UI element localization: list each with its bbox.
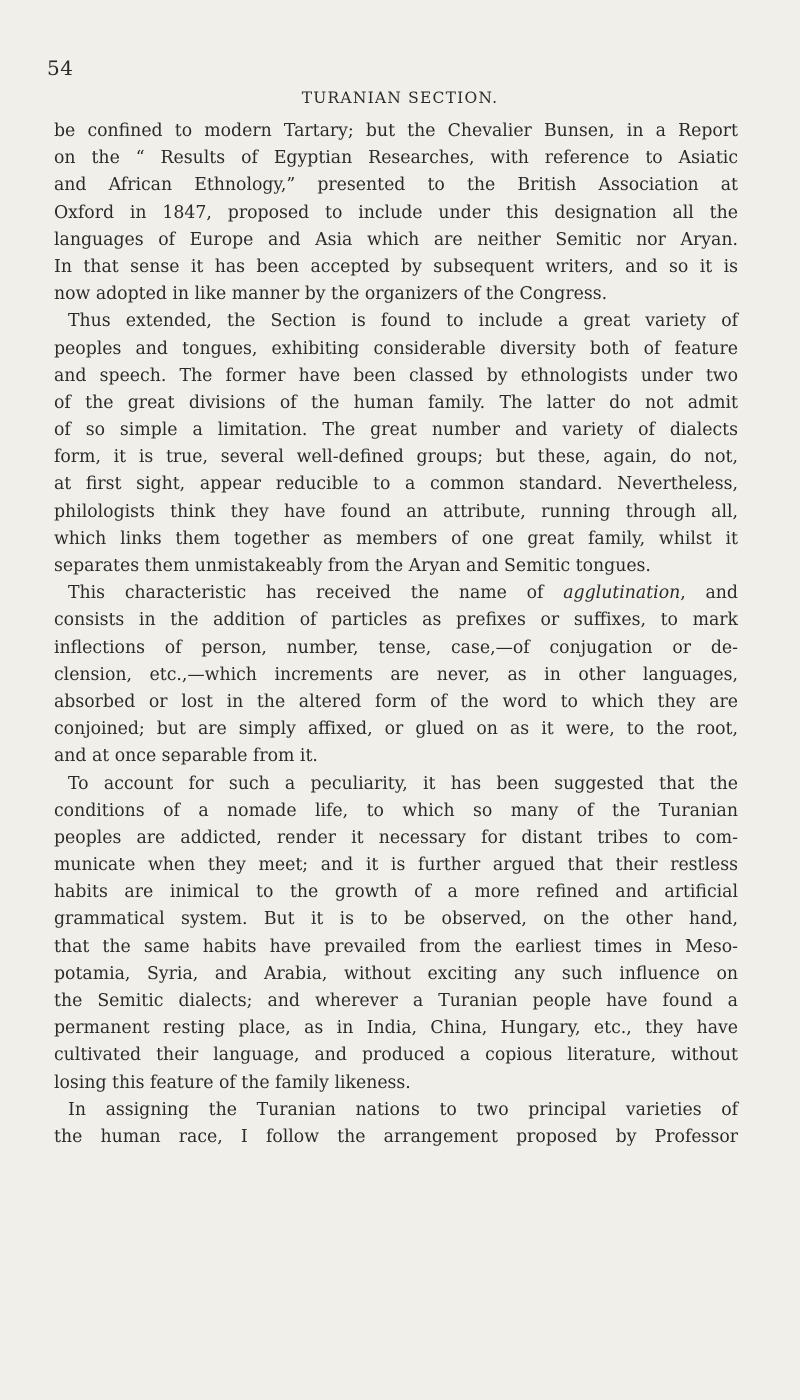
text-line: of so simple a limitation. The great number and variety of dialects bbox=[54, 420, 738, 441]
text-line: In that sense it has been accepted by subsequent writers, and so it is bbox=[54, 256, 738, 277]
text-line: and at once separable from it. bbox=[54, 746, 318, 767]
text-line: absorbed or lost in the altered form of the word to which they are bbox=[54, 691, 738, 712]
text-line: conditions of a nomade life, to which so many of the Turanian bbox=[54, 800, 738, 821]
text-line: the human race, I follow the arrangement proposed by Professor bbox=[54, 1126, 738, 1147]
text-line: In assigning the Turanian nations to two principal varieties of bbox=[68, 1099, 738, 1120]
text-line bbox=[54, 580, 738, 607]
text-run: , and bbox=[680, 583, 738, 604]
text-line: grammatical system. But it is to be observed, on the other hand, bbox=[54, 909, 738, 930]
text-line: clension, etc.,—which increments are never, as in other languages, bbox=[54, 664, 738, 685]
text-line: and African Ethnology,” presented to the British Association at bbox=[54, 175, 738, 196]
italic-term: agglutination bbox=[563, 583, 681, 604]
text-line: peoples are addicted, render it necessary for distant tribes to com- bbox=[54, 827, 738, 848]
text-line: and speech. The former have been classed by ethnologists under two bbox=[54, 365, 738, 386]
text-line: consists in the addition of particles as prefixes or suffixes, to mark bbox=[54, 610, 738, 631]
text-run: This characteristic has received the name of bbox=[68, 583, 564, 604]
text-line: Oxford in 1847, proposed to include under this designation all the bbox=[54, 202, 738, 223]
text-line: municate when they meet; and it is further argued that their restless bbox=[54, 855, 738, 876]
text-line: potamia, Syria, and Arabia, without exciting any such influence on bbox=[54, 963, 738, 984]
text-line: To account for such a peculiarity, it has been suggested that the bbox=[68, 773, 738, 794]
text-line: the Semitic dialects; and wherever a Turanian people have found a bbox=[54, 991, 738, 1011]
text-line: philologists think they have found an attribute, running through all, bbox=[54, 501, 738, 522]
text-line: now adopted in like manner by the organizers of the Congress. bbox=[54, 284, 608, 305]
running-head: TURANIAN SECTION. bbox=[301, 89, 499, 107]
text-line: that the same habits have prevailed from the earliest times in Meso- bbox=[54, 936, 738, 957]
text-line: form, it is true, several well-defined groups; but these, again, do not, bbox=[54, 447, 738, 468]
text-line: inflections of person, number, tense, case,—of conjugation or de- bbox=[54, 637, 738, 658]
page-number: 54 bbox=[47, 56, 74, 80]
text-line: on the “ Results of Egyptian Researches, with reference to Asiatic bbox=[54, 148, 738, 169]
text-line: separates them unmistakeably from the Aryan and Semitic tongues. bbox=[54, 556, 651, 576]
text-line: Thus extended, the Section is found to include a great variety of bbox=[68, 311, 738, 332]
text-line: peoples and tongues, exhibiting considerable diversity both of feature bbox=[54, 338, 738, 359]
body-text bbox=[54, 118, 738, 1151]
text-line: be confined to modern Tartary; but the Chevalier Bunsen, in a Report bbox=[54, 121, 738, 141]
text-line: of the great divisions of the human family. The latter do not admit bbox=[54, 392, 738, 413]
text-line: conjoined; but are simply affixed, or glued on as it were, to the root, bbox=[54, 719, 738, 740]
text-line: habits are inimical to the growth of a more refined and artificial bbox=[54, 882, 738, 903]
text-line: losing this feature of the family likeness. bbox=[54, 1072, 411, 1093]
text-line: at first sight, appear reducible to a common standard. Nevertheless, bbox=[54, 474, 738, 495]
text-line: permanent resting place, as in India, China, Hungary, etc., they have bbox=[54, 1018, 738, 1039]
text-line: which links them together as members of one great family, whilst it bbox=[54, 528, 738, 549]
text-line: languages of Europe and Asia which are neither Semitic nor Aryan. bbox=[54, 229, 738, 250]
text-line: cultivated their language, and produced a copious literature, without bbox=[54, 1045, 738, 1066]
